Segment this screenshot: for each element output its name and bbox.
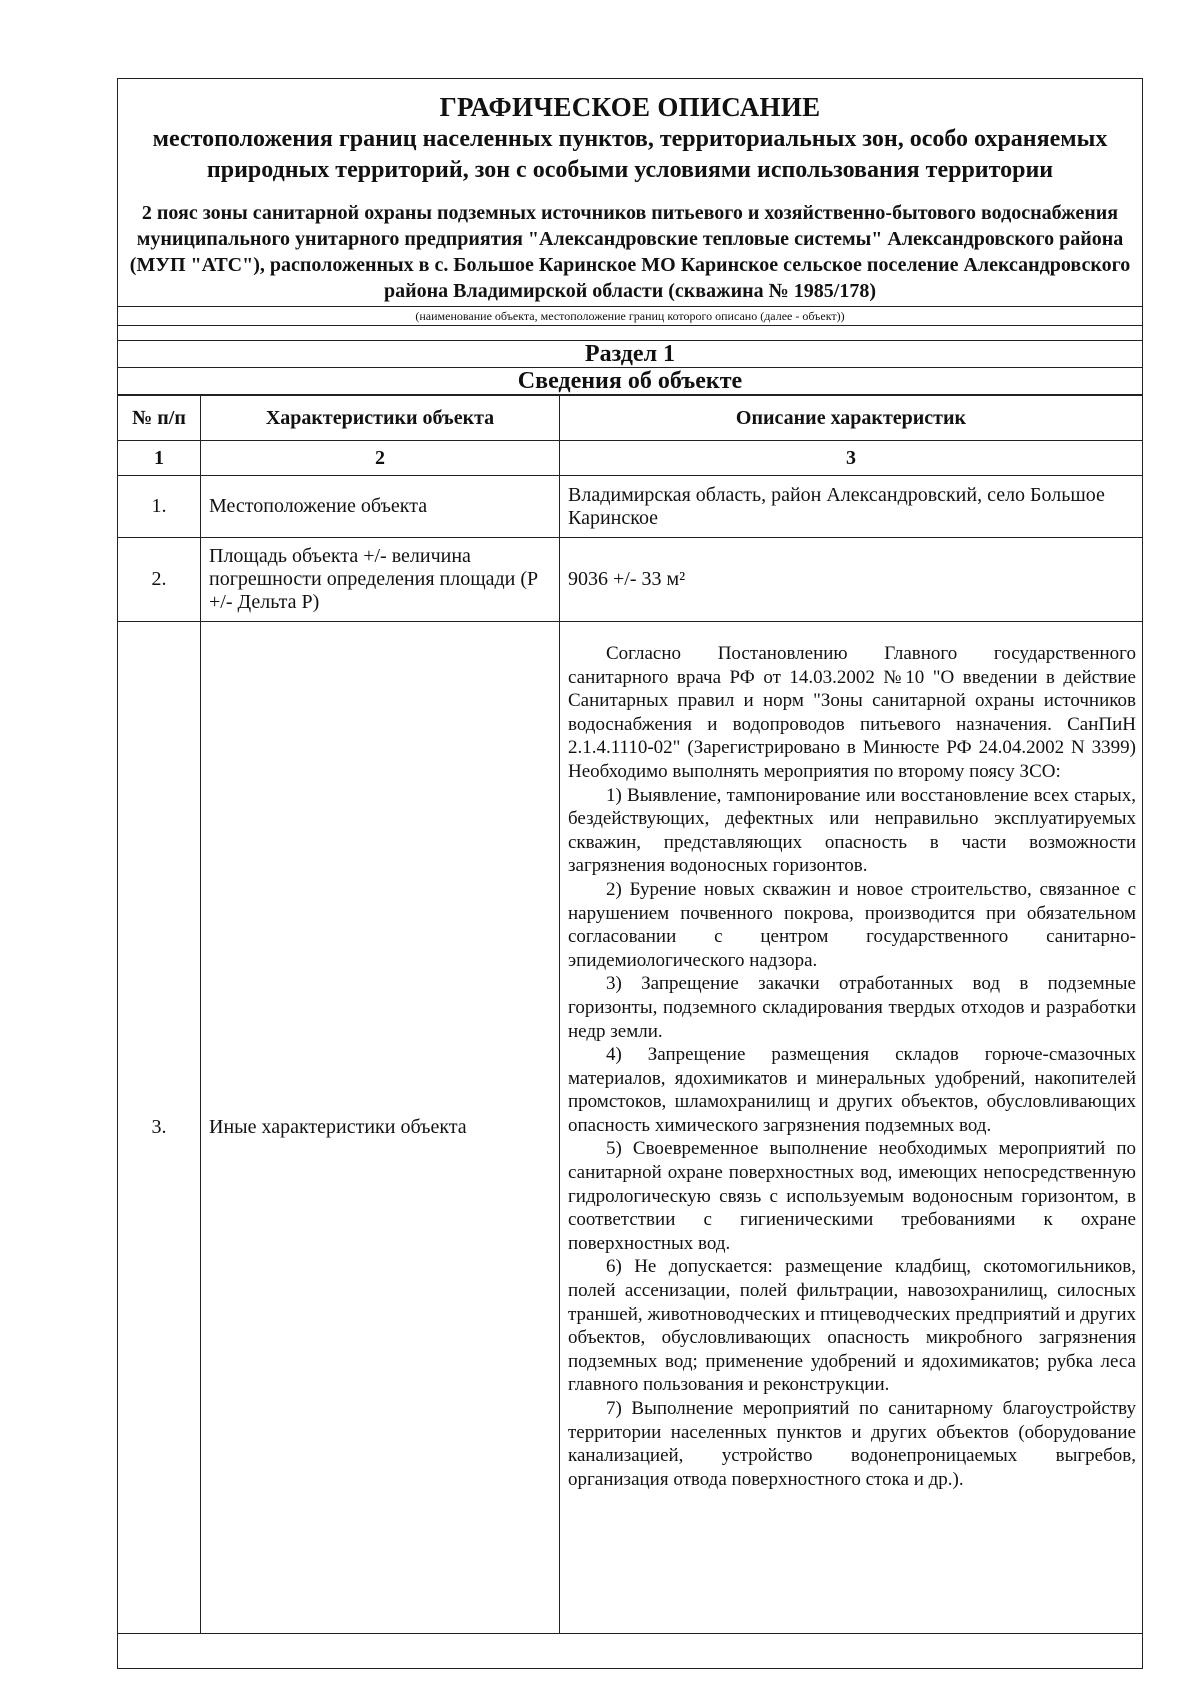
section-title: Сведения об объекте bbox=[118, 368, 1142, 395]
row-2-num: 2. bbox=[118, 538, 201, 622]
table-row bbox=[118, 622, 1142, 1634]
object-caption: (наименование объекта, местоположение границ которого описано (далее - объект)) bbox=[415, 309, 845, 323]
table-row bbox=[118, 476, 1142, 538]
row-3-characteristic: Иные характеристики объекта bbox=[201, 622, 560, 1634]
table-header-row bbox=[118, 396, 1142, 441]
header-num: № п/п bbox=[118, 396, 201, 441]
description-item-1: 1) Выявление, тампонирование или восстановление всех старых, бездействующих, дефектных или неправильно эксплуатируемых скважин, представляющих опасность в части возможности загрязнения водоносных горизонтов. bbox=[568, 784, 1136, 877]
row-1-characteristic: Местоположение объекта bbox=[201, 476, 560, 538]
row-2-description: 9036 +/- 33 м² bbox=[560, 538, 1143, 622]
section-number: Раздел 1 bbox=[118, 341, 1142, 368]
description-item-5: 5) Своевременное выполнение необходимых мероприятий по санитарной охране поверхностных вод, имеющих непосредственную гидрологическую связь с используемым водоносным горизонтом, в соответствии с гигиеническими требованиями к охране поверхностных вод. bbox=[568, 1138, 1136, 1254]
header-characteristic: Характеристики объекта bbox=[201, 396, 560, 441]
row-3-description bbox=[560, 622, 1143, 1634]
characteristics-table bbox=[118, 395, 1142, 1634]
document-subtitle: местоположения границ населенных пунктов, территориальных зон, особо охраняемых природных территорий, зон с особыми условиями использования территории bbox=[152, 126, 1108, 183]
row-1-description: Владимирская область, район Александровский, село Большое Каринское bbox=[560, 476, 1143, 538]
table-row bbox=[118, 538, 1142, 622]
caption-row bbox=[118, 306, 1142, 326]
col-number-1: 1 bbox=[118, 441, 201, 476]
description-item-7: 7) Выполнение мероприятий по санитарному благоустройству территории населенных пунктов и других объектов (оборудование канализацией, устройство водонепроницаемых выгребов, организация отвода поверхностного стока и др.). bbox=[568, 1398, 1136, 1490]
description-item-6: 6) Не допускается: размещение кладбищ, скотомогильников, полей ассенизации, полей фильтрации, навозохранилищ, силосных траншей, животноводческих и птицеводческих предприятий и других объектов, обусловливающих опасность микробного загрязнения подземных вод; применение удобрений и ядохимикатов; рубка леса главного пользования и реконструкции. bbox=[568, 1256, 1136, 1396]
document-frame bbox=[117, 78, 1143, 1669]
description-paragraph: Согласно Постановлению Главного государственного санитарного врача РФ от 14.03.2002 №10 "О введении в действие Санитарных правил и норм "Зоны санитарной охраны источников водоснабжения и водопроводов питьевого назначения. СанПиН 2.1.4.1110-02" (Зарегистрировано в Минюсте РФ 24.04.2002 N 3399) Необходимо выполнять мероприятия по второму поясу ЗСО: bbox=[568, 643, 1136, 782]
description-item-3: 3) Запрещение закачки отработанных вод в подземные горизонты, подземного складирования твердых отходов и разработки недр земли. bbox=[568, 973, 1136, 1042]
row-2-characteristic: Площадь объекта +/- величина погрешности определения площади (Р +/- Дельта Р) bbox=[201, 538, 560, 622]
column-number-row bbox=[118, 441, 1142, 476]
col-number-2: 2 bbox=[201, 441, 560, 476]
document-header bbox=[118, 79, 1142, 304]
document-title: ГРАФИЧЕСКОЕ ОПИСАНИЕ bbox=[439, 92, 821, 122]
col-number-3: 3 bbox=[560, 441, 1143, 476]
description-item-4: 4) Запрещение размещения складов горюче-смазочных материалов, ядохимикатов и минеральных удобрений, накопителей промстоков, шламохранилищ и других объектов, обусловливающих опасность химического загрязнения подземных вод. bbox=[568, 1044, 1136, 1136]
header-description: Описание характеристик bbox=[560, 396, 1143, 441]
row-1-num: 1. bbox=[118, 476, 201, 538]
object-name: 2 пояс зоны санитарной охраны подземных источников питьевого и хозяйственно-бытового водоснабжения муниципального унитарного предприятия "Александровские тепловые системы" Александровского района (МУП "АТС"), расположенных в с. Большое Каринское МО Каринское сельское поселение Александровского района Владимирской области (скважина № 1985/178) bbox=[129, 202, 1131, 302]
spacer-row bbox=[118, 326, 1142, 341]
row-3-num: 3. bbox=[118, 622, 201, 1634]
description-item-2: 2) Бурение новых скважин и новое строительство, связанное с нарушением почвенного покрова, производится при обязательном согласовании с центром государственного санитарно-эпидемиологического надзора. bbox=[568, 878, 1136, 971]
